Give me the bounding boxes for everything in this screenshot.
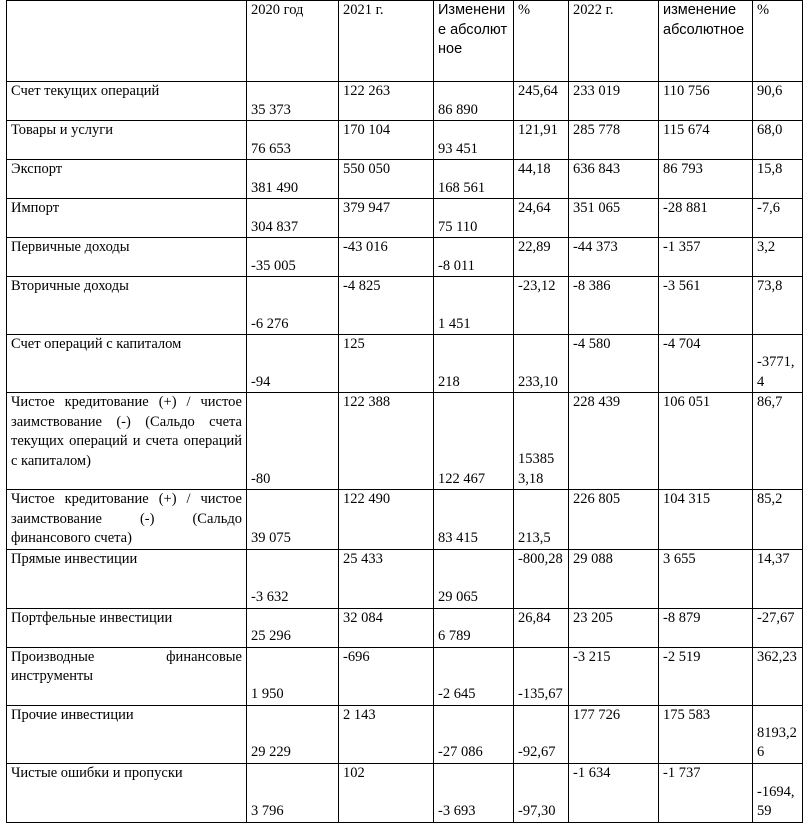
cell-abs-2: 3 655	[659, 549, 753, 608]
row-label: Импорт	[11, 200, 60, 216]
cell-abs-1: 86 890	[434, 82, 514, 121]
cell-pct-2: 8193,26	[753, 705, 803, 763]
cell-pct-2: 362,23	[753, 647, 803, 705]
cell-2022: 29 088	[569, 549, 659, 608]
cell-2022: -4 580	[569, 335, 659, 393]
cell-2022: -3 215	[569, 647, 659, 705]
cell-abs-1: -2 645	[434, 647, 514, 705]
cell-pct-1: 121,91	[514, 121, 569, 160]
row-label: Прямые инвестиции	[11, 550, 138, 567]
cell-2020: -3 632	[247, 549, 339, 608]
cell-2021: 122 490	[339, 490, 434, 550]
cell-pct-2: 86,7	[753, 393, 803, 490]
cell-abs-2: -3 561	[659, 277, 753, 335]
cell-pct-2: 73,8	[753, 277, 803, 335]
cell-2022: -8 386	[569, 277, 659, 335]
cell-2022: 351 065	[569, 199, 659, 238]
header-pct-2: %	[753, 1, 803, 82]
table-row	[7, 82, 803, 121]
row-label: Вторичные доходы	[11, 278, 129, 294]
cell-pct-1: 44,18	[514, 160, 569, 199]
table-row	[7, 490, 803, 550]
cell-abs-1: 93 451	[434, 121, 514, 160]
cell-2021: 25 433	[339, 549, 434, 608]
header-pct-1: %	[514, 1, 569, 82]
cell-pct-2: 68,0	[753, 121, 803, 160]
cell-2020: -35 005	[247, 238, 339, 277]
cell-2020: 76 653	[247, 121, 339, 160]
cell-2021: 125	[339, 335, 434, 393]
cell-2021: 122 388	[339, 393, 434, 490]
cell-pct-1: -92,67	[514, 705, 569, 763]
balance-of-payments-table	[6, 0, 803, 823]
table-row	[7, 121, 803, 160]
cell-abs-2: 175 583	[659, 705, 753, 763]
cell-abs-2: -8 879	[659, 608, 753, 647]
cell-pct-1: 26,84	[514, 608, 569, 647]
header-2020: 2020 год	[247, 1, 339, 82]
row-label: Первичные доходы	[11, 239, 130, 255]
cell-pct-2: 14,37	[753, 549, 803, 608]
cell-2020: 304 837	[247, 199, 339, 238]
cell-2021: 32 084	[339, 608, 434, 647]
cell-abs-2: 86 793	[659, 160, 753, 199]
cell-2020: 39 075	[247, 490, 339, 550]
cell-pct-1: 213,5	[514, 490, 569, 550]
cell-2020: 1 950	[247, 647, 339, 705]
row-label: Чистое кредитование (+) / чистое заимствование (-) (Сальдо финансового счета)	[11, 491, 242, 546]
cell-abs-2: -1 357	[659, 238, 753, 277]
table-row	[7, 705, 803, 763]
row-label: Производные финансовые инструменты	[11, 648, 242, 684]
cell-abs-1: -27 086	[434, 705, 514, 763]
cell-pct-2: -7,6	[753, 199, 803, 238]
cell-2020: 25 296	[247, 608, 339, 647]
header-row	[7, 1, 803, 82]
cell-abs-2: -4 704	[659, 335, 753, 393]
cell-abs-1: 218	[434, 335, 514, 393]
cell-abs-1: 1 451	[434, 277, 514, 335]
cell-2020: 381 490	[247, 160, 339, 199]
cell-pct-1: 22,89	[514, 238, 569, 277]
cell-abs-1: 29 065	[434, 549, 514, 608]
cell-pct-1: 153853,18	[514, 393, 569, 490]
cell-2022: 177 726	[569, 705, 659, 763]
cell-pct-2: -27,67	[753, 608, 803, 647]
cell-pct-1: -135,67	[514, 647, 569, 705]
cell-2022: 228 439	[569, 393, 659, 490]
row-label: Счет текущих операций	[11, 83, 160, 99]
cell-abs-2: -1 737	[659, 763, 753, 822]
cell-abs-1: 83 415	[434, 490, 514, 550]
header-abs-change-2: изменение абсолютное	[659, 1, 753, 82]
table-row	[7, 160, 803, 199]
cell-2021: -4 825	[339, 277, 434, 335]
cell-2020: -80	[247, 393, 339, 490]
cell-2022: -1 634	[569, 763, 659, 822]
cell-2021: 379 947	[339, 199, 434, 238]
table-row	[7, 393, 803, 490]
cell-abs-1: 75 110	[434, 199, 514, 238]
cell-pct-2: -1694,59	[753, 763, 803, 822]
table-row	[7, 608, 803, 647]
cell-abs-1: 122 467	[434, 393, 514, 490]
cell-abs-2: 110 756	[659, 82, 753, 121]
header-2021: 2021 г.	[339, 1, 434, 82]
cell-2020: -6 276	[247, 277, 339, 335]
cell-abs-2: 106 051	[659, 393, 753, 490]
table-row	[7, 335, 803, 393]
cell-abs-2: -2 519	[659, 647, 753, 705]
cell-pct-1: -800,28	[514, 549, 569, 608]
cell-2021: 102	[339, 763, 434, 822]
table-row	[7, 277, 803, 335]
cell-2020: 35 373	[247, 82, 339, 121]
cell-2020: 29 229	[247, 705, 339, 763]
row-label: Чистое кредитование (+) / чистое заимствование (-) (Сальдо счета текущих операций и счета операций с капиталом)	[11, 394, 242, 469]
row-label: Экспорт	[11, 161, 63, 177]
cell-abs-2: 115 674	[659, 121, 753, 160]
cell-pct-1: 24,64	[514, 199, 569, 238]
header-blank	[7, 1, 247, 82]
cell-pct-1: -97,30	[514, 763, 569, 822]
cell-pct-2: 15,8	[753, 160, 803, 199]
cell-2022: 285 778	[569, 121, 659, 160]
cell-2022: 233 019	[569, 82, 659, 121]
cell-pct-1: 233,10	[514, 335, 569, 393]
header-2022: 2022 г.	[569, 1, 659, 82]
cell-2021: 170 104	[339, 121, 434, 160]
row-label: Товары и услуги	[11, 122, 113, 138]
cell-pct-2: 90,6	[753, 82, 803, 121]
cell-pct-2: -3771,4	[753, 335, 803, 393]
cell-pct-1: 245,64	[514, 82, 569, 121]
cell-pct-2: 85,2	[753, 490, 803, 550]
cell-2022: -44 373	[569, 238, 659, 277]
cell-pct-1: -23,12	[514, 277, 569, 335]
cell-abs-2: -28 881	[659, 199, 753, 238]
cell-2022: 23 205	[569, 608, 659, 647]
cell-abs-1: 168 561	[434, 160, 514, 199]
cell-2022: 636 843	[569, 160, 659, 199]
cell-2022: 226 805	[569, 490, 659, 550]
cell-abs-1: -3 693	[434, 763, 514, 822]
cell-abs-2: 104 315	[659, 490, 753, 550]
cell-2021: 550 050	[339, 160, 434, 199]
cell-2021: -43 016	[339, 238, 434, 277]
row-label: Прочие инвестиции	[11, 706, 134, 723]
cell-abs-1: -8 011	[434, 238, 514, 277]
header-abs-change-1: Изменение абсолютное	[434, 1, 514, 82]
cell-2021: 2 143	[339, 705, 434, 763]
table-row	[7, 238, 803, 277]
row-label: Счет операций с капиталом	[11, 336, 182, 352]
table-row	[7, 763, 803, 822]
cell-2020: -94	[247, 335, 339, 393]
table-row	[7, 199, 803, 238]
cell-2021: -696	[339, 647, 434, 705]
cell-pct-2: 3,2	[753, 238, 803, 277]
cell-2021: 122 263	[339, 82, 434, 121]
cell-2020: 3 796	[247, 763, 339, 822]
table-row	[7, 647, 803, 705]
cell-abs-1: 6 789	[434, 608, 514, 647]
row-label: Чистые ошибки и пропуски	[11, 764, 183, 781]
row-label: Портфельные инвестиции	[11, 609, 173, 626]
table-row	[7, 549, 803, 608]
